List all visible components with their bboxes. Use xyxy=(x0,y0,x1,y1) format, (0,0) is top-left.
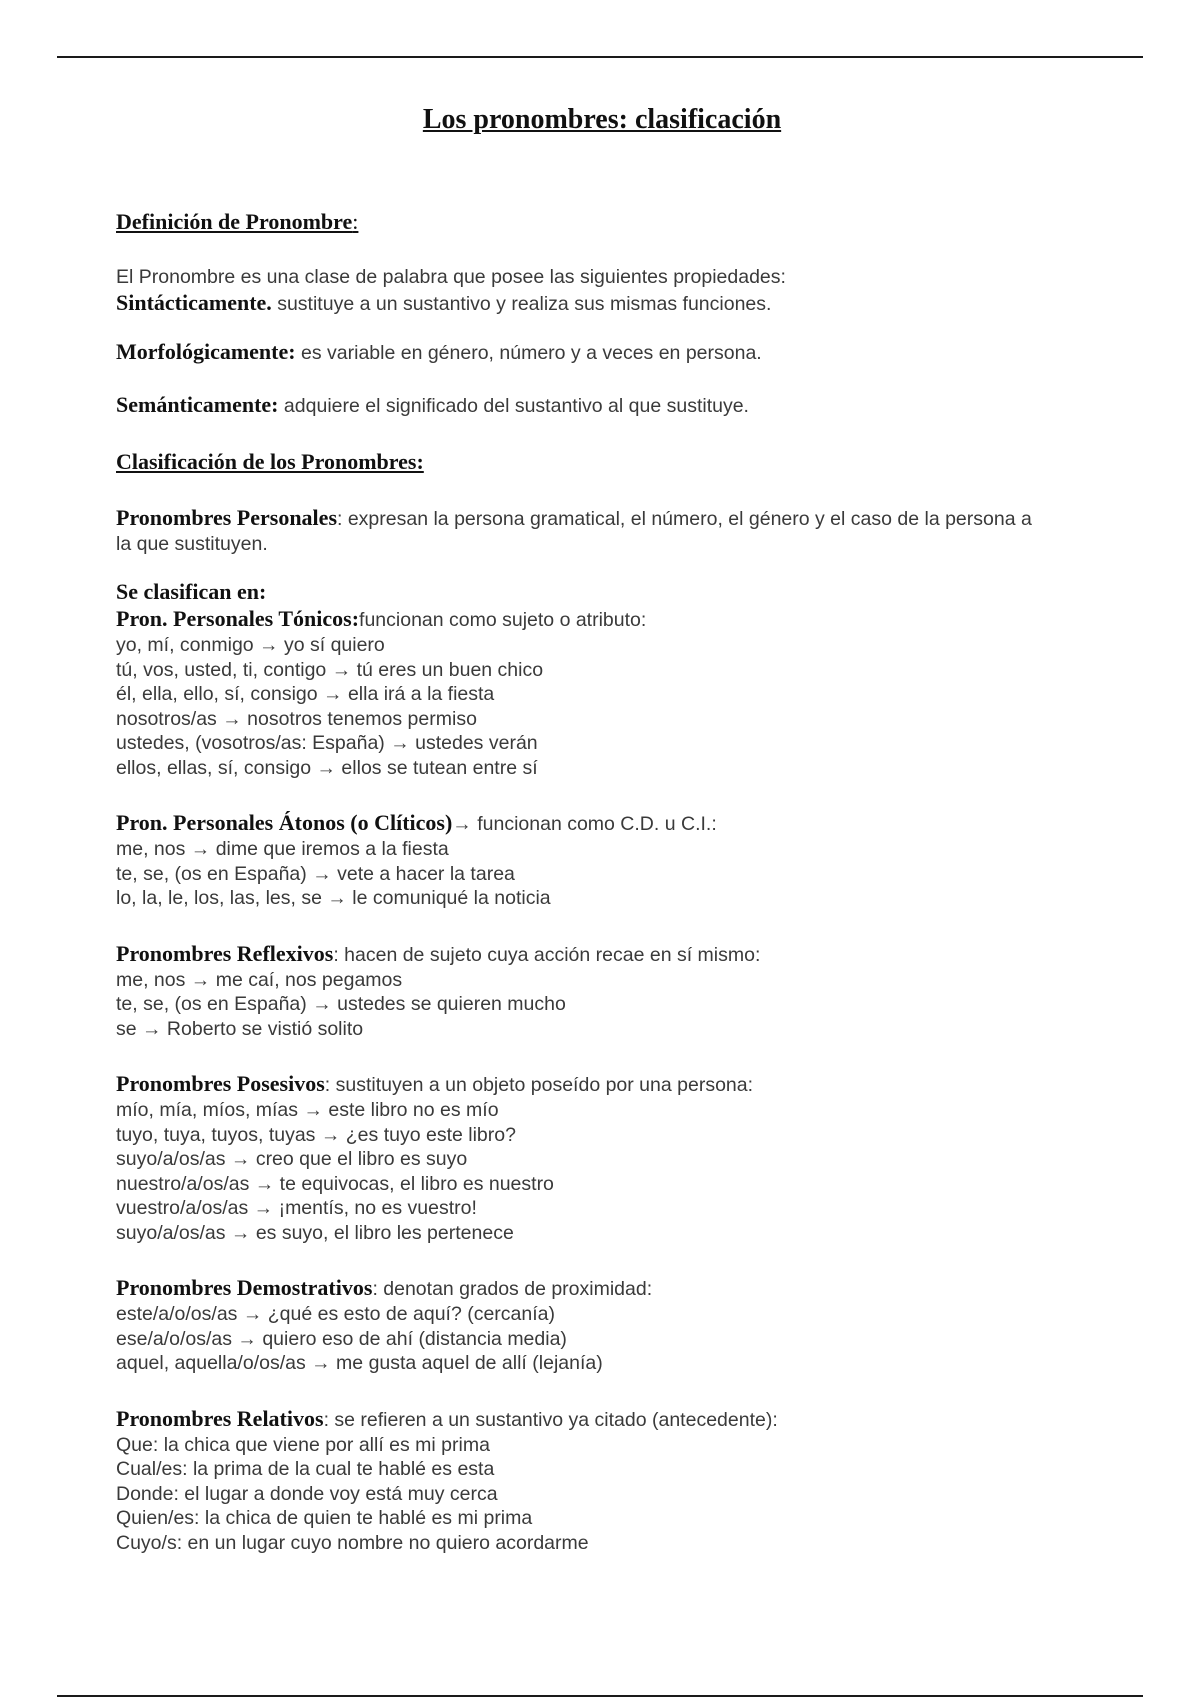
list-item: este/a/o/os/as → ¿qué es esto de aquí? (cercanía) xyxy=(116,1303,555,1325)
document-body xyxy=(116,104,1116,1555)
bottom-rule xyxy=(57,1695,1143,1697)
list-item: se → Roberto se vistió solito xyxy=(116,1017,364,1040)
list-item: nuestro/a/os/as → te equivocas, el libro es nuestro xyxy=(116,1172,554,1195)
property-morphological xyxy=(116,339,1116,366)
classification-heading-text: Clasificación de los Pronombres: xyxy=(116,449,424,474)
page-title: Los pronombres: clasificación xyxy=(422,104,782,135)
property-label: Sintácticamente. xyxy=(116,290,272,315)
list-item: aquel, aquella/o/os/as → me gusta aquel de allí (lejanía) xyxy=(116,1352,603,1374)
personales-text: : expresan la persona gramatical, el número, el género y el caso de la persona a la que sustituyen. xyxy=(116,508,1032,555)
definition-heading-colon: : xyxy=(352,209,359,234)
list-item: Que: la chica que viene por allí es mi prima xyxy=(116,1433,490,1456)
list-item: vuestro/a/os/as → ¡mentís, no es vuestro! xyxy=(116,1197,477,1219)
list-item: me, nos → dime que iremos a la fiesta xyxy=(116,838,449,860)
list-item: mío, mía, míos, mías → este libro no es mío xyxy=(116,1099,499,1121)
list-item: Cuyo/s: en un lugar cuyo nombre no quiero acordarme xyxy=(116,1531,589,1554)
top-rule xyxy=(57,56,1143,58)
list-item: tú, vos, usted, ti, contigo → tú eres un buen chico xyxy=(116,658,544,681)
list-item: me, nos → me caí, nos pegamos xyxy=(116,968,403,991)
property-text: sustituye a un sustantivo y realiza sus mismas funciones. xyxy=(271,293,772,315)
posesivos-text: : sustituyen a un objeto poseído por una persona: xyxy=(324,1074,754,1096)
definition-intro: El Pronombre es una clase de palabra que posee las siguientes propiedades: xyxy=(116,266,786,288)
personales-paragraph xyxy=(116,505,1036,557)
demostrativos-label: Pronombres Demostrativos xyxy=(116,1275,373,1300)
list-item: suyo/a/os/as → creo que el libro es suyo xyxy=(116,1148,468,1170)
list-item: Quien/es: la chica de quien te hablé es mi prima xyxy=(116,1507,533,1529)
tonicos-text: funcionan como sujeto o atributo: xyxy=(359,609,647,631)
list-item: ustedes, (vosotros/as: España) → ustedes verán xyxy=(116,732,538,754)
list-item: lo, la, le, los, las, les, se → le comuniqué la noticia xyxy=(116,887,551,909)
tonicos-label: Pron. Personales Tónicos: xyxy=(116,606,360,631)
property-text: es variable en género, número y a veces en persona. xyxy=(295,342,762,364)
list-item: nosotros/as → nosotros tenemos permiso xyxy=(116,707,477,730)
list-item: suyo/a/os/as → es suyo, el libro les pertenece xyxy=(116,1221,514,1244)
posesivos-label: Pronombres Posesivos xyxy=(116,1071,325,1096)
atonos-label: Pron. Personales Átonos (o Clíticos) xyxy=(116,810,453,835)
demostrativos-list xyxy=(116,1302,1116,1376)
atonos-text: → funcionan como C.D. u C.I.: xyxy=(452,813,717,835)
property-syntactic xyxy=(116,290,1116,317)
definition-heading-text: Definición de Pronombre xyxy=(116,209,353,234)
list-item: te, se, (os en España) → vete a hacer la tarea xyxy=(116,862,515,885)
relativos-heading xyxy=(116,1406,1116,1433)
posesivos-heading xyxy=(116,1071,1116,1098)
definition-heading xyxy=(116,209,1116,235)
property-label: Semánticamente: xyxy=(116,392,279,417)
atonos-heading xyxy=(116,810,1116,837)
demostrativos-text: : denotan grados de proximidad: xyxy=(372,1278,653,1300)
property-label: Morfológicamente: xyxy=(116,339,296,364)
tonicos-heading xyxy=(116,606,1116,633)
atonos-list xyxy=(116,837,1116,911)
relativos-label: Pronombres Relativos xyxy=(116,1405,324,1431)
list-item: tuyo, tuya, tuyos, tuyas → ¿es tuyo este libro? xyxy=(116,1123,516,1146)
list-item: yo, mí, conmigo → yo sí quiero xyxy=(116,634,385,656)
reflexivos-label: Pronombres Reflexivos xyxy=(116,940,334,966)
classification-heading xyxy=(116,449,1116,475)
relativos-list xyxy=(116,1433,1116,1556)
se-clasifican-label: Se clasifican en: xyxy=(116,579,267,604)
reflexivos-text: : hacen de sujeto cuya acción recae en sí mismo: xyxy=(333,943,761,966)
tonicos-list xyxy=(116,633,1116,780)
list-item: ese/a/o/os/as → quiero eso de ahí (distancia media) xyxy=(116,1327,567,1350)
property-text: adquiere el significado del sustantivo al que sustituye. xyxy=(278,395,749,417)
reflexivos-heading xyxy=(116,941,1116,968)
posesivos-list xyxy=(116,1098,1116,1245)
demostrativos-heading xyxy=(116,1275,1116,1302)
list-item: Cual/es: la prima de la cual te hablé es esta xyxy=(116,1458,495,1480)
list-item: él, ella, ello, sí, consigo → ella irá a la fiesta xyxy=(116,683,495,705)
list-item: ellos, ellas, sí, consigo → ellos se tutean entre sí xyxy=(116,756,538,779)
reflexivos-list xyxy=(116,968,1116,1042)
se-clasifican xyxy=(116,579,1116,606)
property-semantic xyxy=(116,392,1116,419)
relativos-text: : se refieren a un sustantivo ya citado (antecedente): xyxy=(323,1408,778,1431)
list-item: te, se, (os en España) → ustedes se quieren mucho xyxy=(116,993,566,1015)
personales-label: Pronombres Personales xyxy=(116,505,337,530)
list-item: Donde: el lugar a donde voy está muy cerca xyxy=(116,1482,498,1505)
